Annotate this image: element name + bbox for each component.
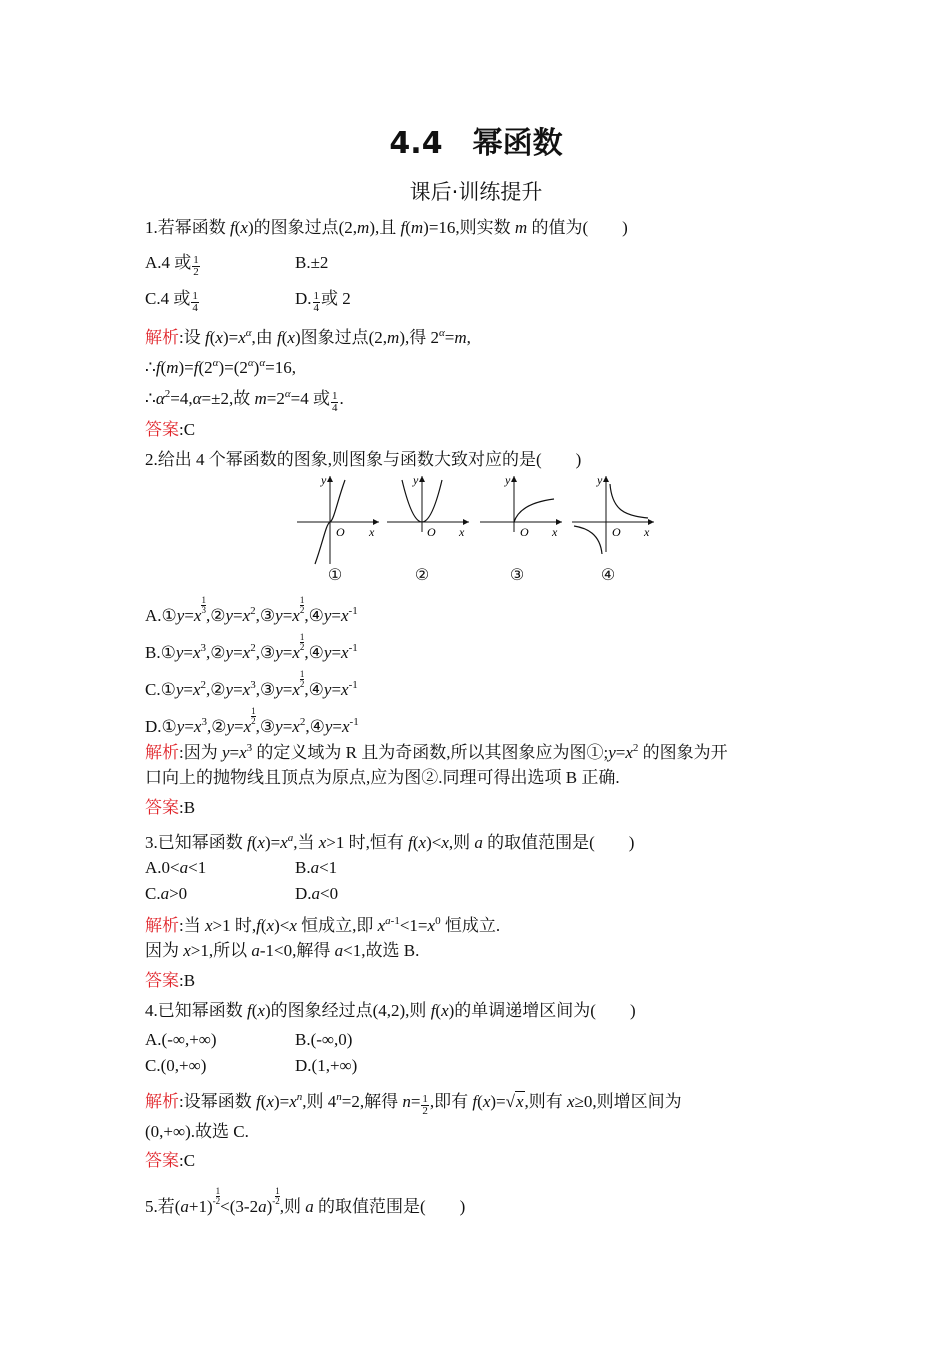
- graph-label-1: ①: [327, 567, 343, 584]
- q1-answer: 答案:C: [145, 420, 196, 440]
- svg-text:x: x: [644, 525, 650, 539]
- graph-label-2: ②: [414, 567, 430, 584]
- q2-option-a: A.①y=x $\frac{1}{3}$ $,②y=x^2,③y=x$ $\frac{1}{2}$ $,④y=x^{-1}$: [145, 595, 358, 625]
- q4-stem: 4.已知幂函数 f(x)的图象经过点(4,2),则 f(x)的单调递增区间为( ): [145, 1001, 636, 1020]
- q2-option-d: $D.①y=x^3,②y=x$ $\frac{1}{2}$ $,③y=x^2,④y=x^{-1}$: [145, 706, 359, 736]
- q3-solution-line-2: 因为 x>1,所以 a-1<0,解得 a<1,故选 B.: [145, 941, 420, 960]
- svg-text:x: x: [552, 525, 558, 539]
- q2-option-b: $B.①y=x^3,②y=x^2,③y=x$ $\frac{1}{2}$ $,④y=x^{-1}$: [145, 632, 358, 662]
- q3-option-b: B.a<1: [295, 858, 338, 877]
- q1-option-a: [145, 252, 201, 278]
- q3-option-a: A.0<a<1: [145, 858, 207, 877]
- q2-answer: 答案:B: [145, 798, 196, 818]
- y-axis-label: y: [321, 473, 327, 487]
- q5-stem: 5.若(a+1)- $\frac{1}{2}$ <(3-2a)- $\frac{1}{2}$ ,则 a 的取值范围是( ): [145, 1186, 466, 1216]
- q2-solution-line-2: 口向上的抛物线且顶点为原点,应为图②.同理可得出选项 B 正确.: [145, 768, 620, 787]
- q4-option-c: C.(0,+∞): [145, 1056, 207, 1075]
- svg-text:O: O: [520, 525, 529, 539]
- q4-option-a: A.(-∞,+∞): [145, 1030, 217, 1049]
- page-title: 4.4 幂函数: [389, 126, 563, 161]
- graph-label-4: ④: [600, 567, 616, 584]
- q2-solution-line-1: 解析:因为 $y=x^3$ 的定义域为 R 且为奇函数,所以其图象应为图$①;y=x^2$ 的图象为开: [145, 742, 728, 763]
- q4-option-b: B.(-∞,0): [295, 1030, 353, 1049]
- q4-solution-line-1: 解析:设幂函数 $f(x)=x^n$,则 $4^n=2$,解得 n= $\frac{1}{2}$ ,即有 f(x)=√x,则有 x≥0,则增区间为: [145, 1091, 682, 1117]
- q2-option-c: $C.①y=x^2,②y=x^3,③y=x$ $\frac{1}{2}$ $,④y=x^{-1}$: [145, 669, 358, 699]
- origin-label: O: [336, 525, 345, 539]
- q3-stem: 3.已知幂函数 $f(x)=x^a$,当 x>1 时,恒有 f(x)<x,则 a 的取值范围是( ): [145, 832, 635, 852]
- svg-text:x: x: [459, 525, 465, 539]
- svg-text:O: O: [612, 525, 621, 539]
- x-axis-label: x: [369, 525, 375, 539]
- svg-text:O: O: [427, 525, 436, 539]
- graph-1-cubic: [295, 472, 383, 567]
- q1-option-a-text: A.4 或: [145, 253, 192, 272]
- q4-option-d: D.(1,+∞): [295, 1056, 358, 1075]
- q1-solution-line-2: $\therefore f(m)=f(2^\alpha)=(2^\alpha)^\alpha=16$,: [145, 357, 296, 377]
- page-subtitle: 课后·训练提升: [409, 180, 543, 204]
- graph-label-3: ③: [509, 567, 525, 584]
- q1-solution-line-3: $\therefore\alpha^2=4,\alpha=\pm 2$,故 $m=2^\alpha=4$ 或 $\frac{1}{4}$ .: [145, 388, 344, 414]
- q3-solution-line-1: 解析:当 x>1 时,f(x)<x 恒成立,即 $x^{a-1}<1=x^0$ 恒成立.: [145, 915, 501, 936]
- q1-option-c: [145, 288, 200, 314]
- fraction-quarter: $\frac{1}{4}$: [192, 290, 198, 314]
- q1-stem: 1.若幂函数 f(x)的图象过点(2,m),且 f(m)=16,则实数 m 的值为( ): [145, 218, 628, 237]
- q1-option-d: D. $\frac{1}{4}$ 或 2: [295, 289, 351, 314]
- q1-option-b: B.±2: [295, 253, 329, 272]
- solution-label: 解析: [145, 328, 179, 348]
- q3-option-d: D.a<0: [295, 884, 339, 903]
- q1-answer-value: C: [183, 420, 196, 439]
- q3-answer-value: B: [183, 971, 196, 990]
- graph-2-parabola: [385, 472, 473, 567]
- q2-stem: 2.给出 4 个幂函数的图象,则图象与函数大致对应的是( ): [145, 450, 582, 469]
- q4-solution-line-2: (0,+∞).故选 C.: [145, 1122, 249, 1141]
- fraction-half: $\frac{1}{2}$: [193, 254, 199, 278]
- q4-answer: 答案:C: [145, 1151, 196, 1171]
- q2-answer-value: B: [183, 798, 196, 817]
- answer-label: 答案: [145, 420, 179, 440]
- q1-option-c-text: C.4 或: [145, 289, 191, 308]
- graph-3-sqrt: [478, 472, 566, 567]
- svg-text:y: y: [505, 473, 511, 487]
- graph-4-hyperbola: [570, 472, 658, 567]
- q4-answer-value: C: [183, 1151, 196, 1170]
- q1-solution-line-1: 解析:设 $f(x)=x^\alpha$,由 f(x)图象过点(2,m),得 $2^\alpha=m$,: [145, 327, 471, 348]
- q3-option-c: C.a>0: [145, 884, 188, 903]
- svg-text:y: y: [597, 473, 603, 487]
- svg-text:y: y: [413, 473, 419, 487]
- q3-answer: 答案:B: [145, 971, 196, 991]
